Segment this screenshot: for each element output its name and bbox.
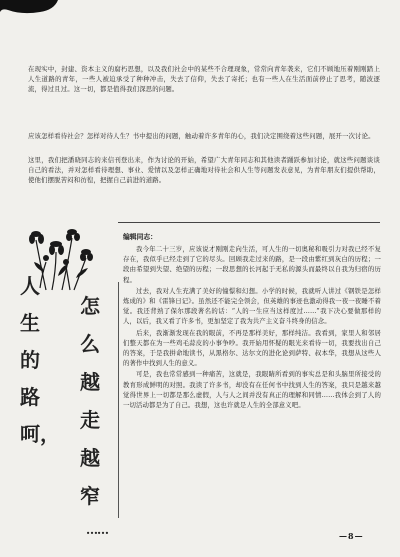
letter-paragraph: 后来，我渐渐发现在我的眼前，不再是那样美好，那样纯洁。我看到，家里人和邻居们整天都在为一些鸡毛蒜皮的小事争吵。我开始用怀疑的眼光来看待一切，我要找出自己的答案，于是我拼命地读书，从黑格尔、达尔文的进化论到萨特、叔本华，我想从这些人的著作中找到人生的意义。 (123, 328, 381, 368)
letter-paragraph: 可是，我也常常感到一种痛苦，这就是，我眼睛所看到的事实总是和头脑里所接受的教育形成鲜明的对照。我读了许多书，却没有在任何书中找到人生的答案，我只是越来越觉得世界上一切都是那么虚假，人与人之间并没有真正的理解和同情……我体会到了人的一切活动都是为了自己。我想，这也许就是人生的全部意义吧。 (123, 370, 381, 410)
column-divider (118, 282, 119, 518)
title-char: 怎 (80, 294, 100, 318)
title-char: 走 (80, 408, 100, 432)
title-char: 越 (80, 446, 100, 470)
letter-paragraph: 过去，我对人生充满了美好的憧憬和幻想。小学的时候，我就听人讲过《钢铁是怎样炼成的》和《雷锋日记》。虽然还不能完全领会，但英雄的事迹也激动得我一夜一夜睡不着觉。我还背熟了保尔那段著名的话：“人的一生应当这样度过……”我下决心要做那样的人，以后，我又看了许多书，更加坚定了我为共产主义奋斗终身的信念。 (123, 286, 381, 326)
title-char: 呵， (20, 422, 60, 446)
title-char: 路 (20, 385, 40, 409)
intro-paragraph-2: 应该怎样看待社会？怎样对待人生？书中提出的问题，触动着许多青年的心，我们决定围绕着这些问题，展开一次讨论。 (28, 132, 375, 140)
intro-paragraph-3: 这里，我们把潘晓同志的来信刊登出来，作为讨论的开始，希望广大青年同志和其他读者踊跃参加讨论，就这些问题谈谈自己的看法，并对怎样看待理想、事业、爱情以及怎样正确地对待社会和人生等问题发表意见，为青年朋友们提供帮助，使他们摆脱苦闷和彷徨，把握自己前进的道路。 (28, 156, 380, 185)
salutation: 编辑同志： (123, 233, 157, 241)
decorative-ink-blot (0, 0, 60, 16)
section-divider (118, 222, 380, 223)
title-char: 人 (20, 274, 40, 298)
letter-body (123, 232, 381, 411)
intro-paragraph-1: 在现实中，封建、资本主义的腐朽思想，以及我们社会中的某些不合理现象，常常向青年袭来，它们不顾地压着刚刚踏上人生道路的青年，一些人被迫承受了种种冲击，失去了信仰，失去了寄托；也有一些人在生活面前停止了思考，随波逐流，得过且过。这一切，都是值得我们深思的问题。 (28, 65, 380, 94)
title-char: 生 (20, 311, 40, 335)
title-char: 越 (80, 370, 100, 394)
title-char: 窄 (80, 484, 100, 508)
page-number: —8— (339, 531, 364, 541)
title-column-1 (20, 268, 60, 453)
letter-paragraph: 我今年二十三岁，应该说才刚刚走向生活，可人生的一切奥秘和吸引力对我已经不复存在，我似乎已经走到了它的尽头。回顾我走过来的路，是一段由紫红到灰白的历程；一段由希望到失望、绝望的历程；一段思想的长河起于无私的源头而最终以自我为归宿的历程。 (123, 245, 381, 284)
title-char: 么 (80, 332, 100, 356)
title-char: 的 (20, 348, 40, 372)
title-ellipsis: …… (86, 523, 108, 537)
title-column-2 (80, 287, 108, 545)
